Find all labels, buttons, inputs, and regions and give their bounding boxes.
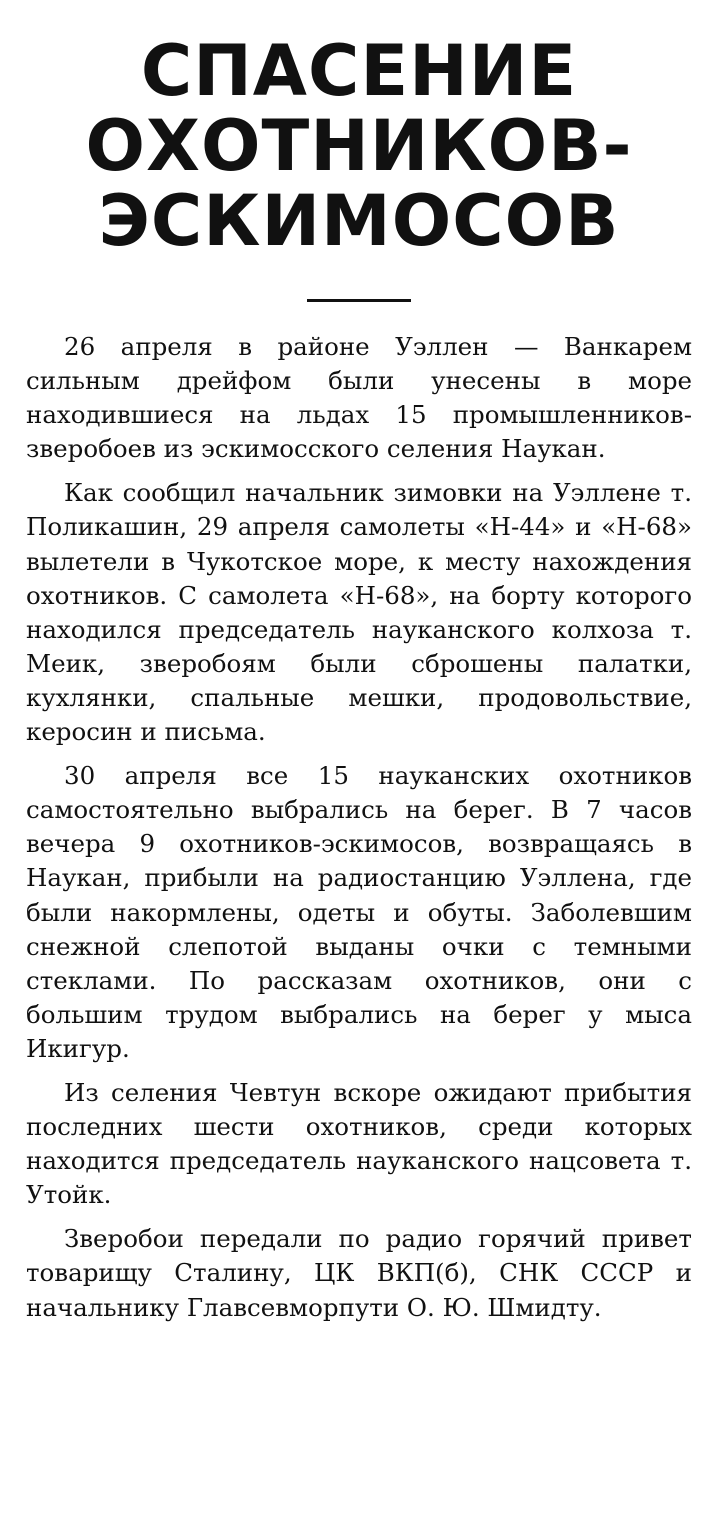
article-headline (26, 0, 692, 262)
paragraph-3: 30 апреля все 15 науканских охотников самостоятельно выбрались на берег. В 7 часов вечера 9 охотников-эскимосов, возвращаясь в Наукан, прибыли на радиостанцию Уэллена, где были накормлены, одеты и обуты. Заболевшим снежной слепотой выданы очки с темными стеклами. По рассказам охотников, они с большим трудом выбрались на берег у мыса Икигур. (26, 761, 692, 1063)
headline-divider (307, 299, 411, 302)
headline-line-1: СПАСЕНИЕ (140, 30, 578, 112)
newspaper-article (26, 0, 692, 1520)
paragraph-2: Как сообщил начальник зимовки на Уэллене т. Поликашин, 29 апреля самолеты «Н-44» и «Н-68» вылетели в Чукотское море, к месту нахождения охотников. С самолета «Н-68», на борту которого находился председатель науканского колхоза т. Меик, зверобоям были сброшены палатки, кухлянки, спальные мешки, продовольствие, керосин и письма. (26, 478, 692, 747)
headline-line-3: ЭСКИМОСОВ (98, 180, 620, 262)
article-body (26, 330, 692, 1325)
paragraph-5: Зверобои передали по радио горячий привет товарищу Сталину, ЦК ВКП(б), СНК СССР и начальнику Главсевморпути О. Ю. Шмидту. (26, 1224, 692, 1322)
paragraph-1: 26 апреля в районе Уэллен — Ванкарем сильным дрейфом были унесены в море находившиеся на льдах 15 промышленников-зверобоев из эскимосского селения Наукан. (26, 332, 692, 464)
paragraph-4: Из селения Чевтун вскоре ожидают прибытия последних шести охотников, среди которых находится председатель науканского нацсовета т. Утойк. (26, 1077, 692, 1210)
headline-line-2: ОХОТНИКОВ- (85, 105, 633, 187)
